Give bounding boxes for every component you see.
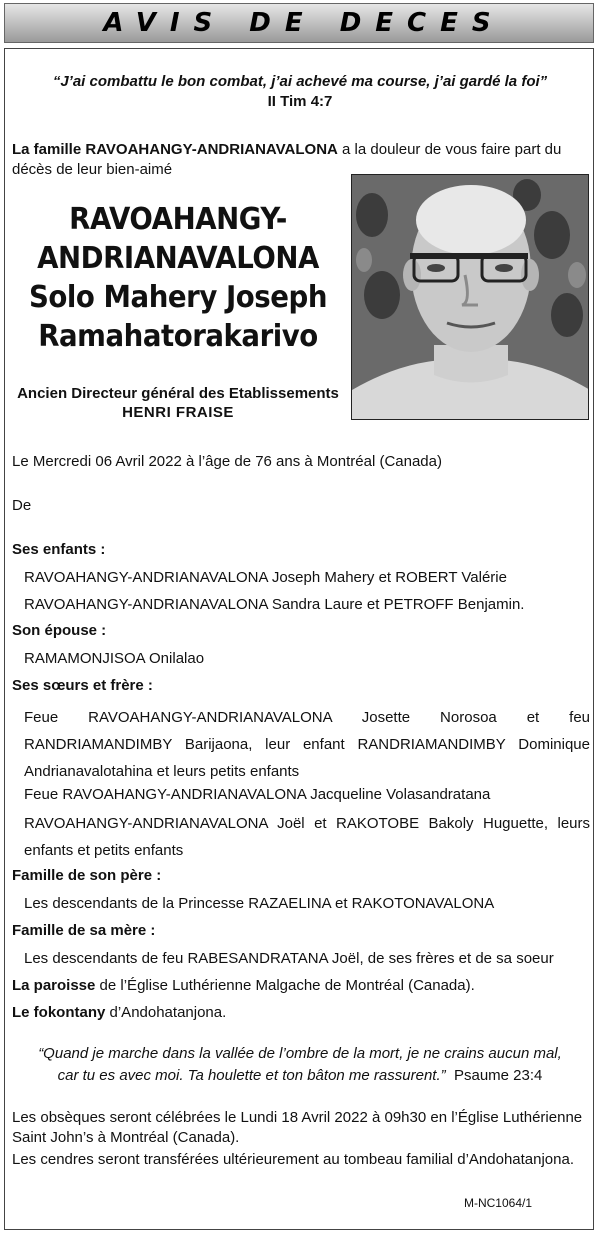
psalm-line-1: “Quand je marche dans la vallée de l’ombre de la mort, je ne crains aucun mal, — [38, 1045, 562, 1062]
paroisse-text: de l’Église Luthérienne Malgache de Montréal (Canada). — [95, 977, 475, 994]
intro-family: La famille RAVOAHANGY-ANDRIANAVALONA — [12, 141, 338, 158]
paroisse-label: La paroisse — [12, 977, 96, 994]
epigraph-quote: “J’ai combattu le bon combat, j’ai achevé ma course, j’ai gardé la foi” — [52, 73, 548, 90]
death-date-line: Le Mercredi 06 Avril 2022 à l’âge de 76 ans à Montréal (Canada) — [12, 453, 442, 470]
fokontany-label: Le fokontany — [12, 1004, 106, 1021]
psalm-line-2-wrapper — [0, 1065, 600, 1087]
mere-line: Les descendants de feu RABESANDRATANA Joël, de ses frères et de sa soeur — [24, 950, 554, 967]
deceased-role: Ancien Directeur général des Etablissements — [17, 385, 339, 402]
section-freres-label: Ses sœurs et frère : — [12, 677, 153, 694]
freres-paragraph-1: Feue RAVOAHANGY-ANDRIANAVALONA Josette Norosoa et feu RANDRIAMANDIMBY Barijaona, leur enfant RANDRIAMANDIMBY Dominique Andrianavalotahina et leurs petits enfants — [24, 709, 590, 780]
deceased-name — [22, 200, 335, 356]
section-pere-label: Famille de son père : — [12, 867, 162, 884]
header-banner — [4, 3, 594, 43]
portrait-illustration — [352, 175, 589, 420]
freres-paragraph-2: Feue RAVOAHANGY-ANDRIANAVALONA Jacqueline Volasandratana — [24, 786, 491, 803]
fokontany-text: d’Andohatanjona. — [105, 1004, 227, 1021]
psalm-reference: Psaume 23:4 — [453, 1067, 543, 1084]
epouse-line: RAMAMONJISOA Onilalao — [24, 650, 205, 667]
obseques-paragraph: Les obsèques seront célébrées le Lundi 18 Avril 2022 à 09h30 en l’Église Luthérienne Saint John’s à Montréal (Canada). — [12, 1109, 583, 1146]
page-title: AVIS DE DECES — [103, 8, 505, 38]
deceased-name-line-4: Ramahatorakarivo — [38, 319, 318, 354]
section-epouse-label: Son épouse : — [12, 622, 107, 639]
deceased-name-line-2: ANDRIANAVALONA — [37, 241, 319, 276]
deceased-company: HENRI FRAISE — [122, 404, 234, 421]
paroisse-line — [12, 976, 590, 996]
enfant-line: RAVOAHANGY-ANDRIANAVALONA Joseph Mahery et ROBERT Valérie — [24, 569, 507, 586]
intro-text: a la douleur de vous faire part du décès de leur bien-aimé — [12, 141, 562, 178]
freres-paragraph-3: RAVOAHANGY-ANDRIANAVALONA Joël et RAKOTOBE Bakoly Huguette, leurs enfants et petits enfants — [24, 815, 590, 859]
portrait-photo — [351, 174, 589, 420]
enfant-line: RAVOAHANGY-ANDRIANAVALONA Sandra Laure et PETROFF Benjamin. — [24, 596, 525, 613]
psalm-line-2: car tu es avec moi. Ta houlette et ton bâton me rassurent.” — [57, 1067, 446, 1084]
reference-code: M-NC1064/1 — [463, 1196, 532, 1210]
section-mere-label: Famille de sa mère : — [12, 922, 156, 939]
pere-line: Les descendants de la Princesse RAZAELINA et RAKOTONAVALONA — [24, 895, 495, 912]
deceased-name-line-3: Solo Mahery Joseph — [28, 280, 328, 315]
epigraph-reference: II Tim 4:7 — [267, 93, 333, 110]
deceased-name-line-1: RAVOAHANGY- — [69, 202, 287, 237]
de-label: De — [12, 497, 32, 514]
psalm-quote — [0, 1043, 600, 1087]
cendres-paragraph: Les cendres seront transférées ultérieurement au tombeau familial d’Andohatanjona. — [12, 1151, 575, 1168]
section-enfants-label: Ses enfants : — [12, 541, 106, 558]
fokontany-line — [12, 1003, 590, 1023]
